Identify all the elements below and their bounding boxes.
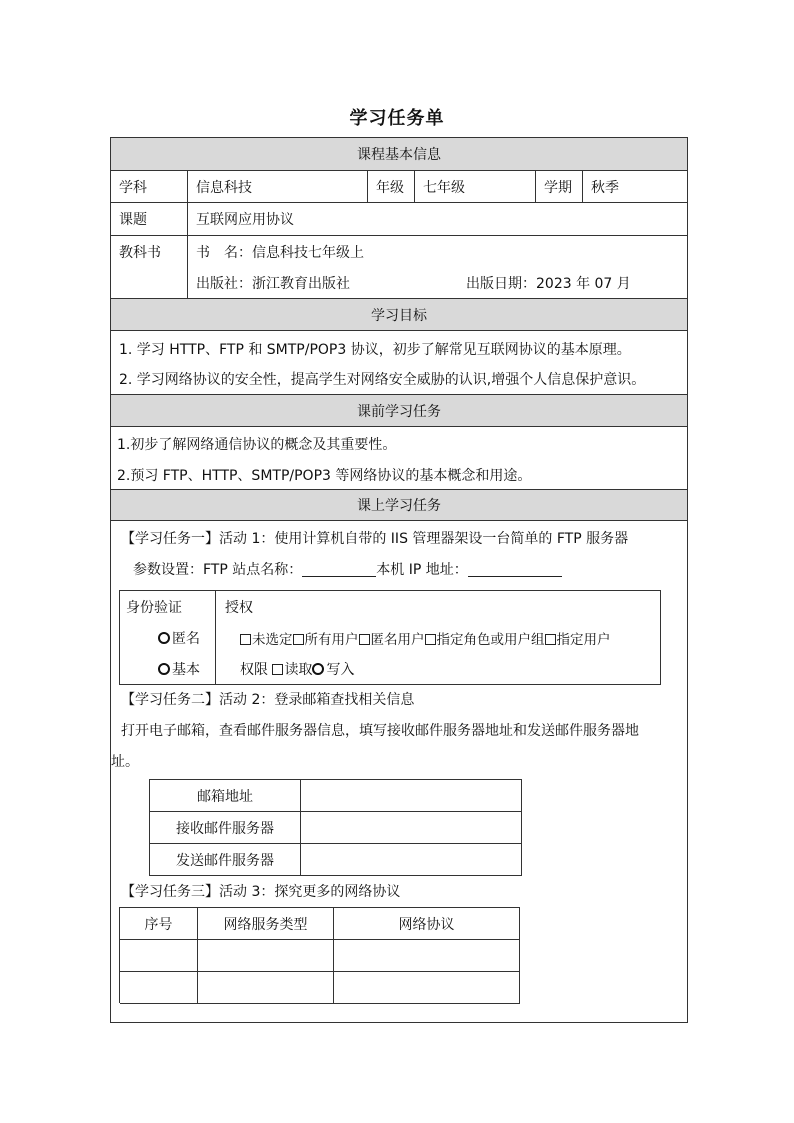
checkbox-icon[interactable] [293, 634, 304, 645]
objective-item: 1. 学习 HTTP、FTP 和 SMTP/POP3 协议，初步了解常见互联网协议的基本原理。 [119, 342, 631, 358]
protocol-table [119, 907, 520, 1003]
radio-selected-icon[interactable] [158, 663, 170, 675]
textbook-label: 教科书 [119, 245, 161, 261]
section-header-in-class [111, 490, 687, 521]
task2-heading: 【学习任务二】活动 2：登录邮箱查找相关信息 [121, 692, 415, 708]
topic-label: 课题 [119, 212, 147, 228]
permission-label: 权限 [240, 662, 268, 678]
auth-basic-label: 基本 [172, 662, 200, 678]
header-cell: 网络协议 [334, 908, 520, 940]
radio-selected-icon[interactable] [158, 632, 170, 644]
term-label: 学期 [535, 171, 582, 202]
mail-row-label: 发送邮件服务器 [150, 844, 301, 876]
publisher: 出版社：浙江教育出版社 [196, 276, 350, 292]
mail-row-input[interactable] [301, 780, 522, 812]
checkbox-icon[interactable] [545, 634, 556, 645]
task3-heading: 【学习任务三】活动 3：探究更多的网络协议 [121, 884, 401, 900]
checkbox-icon[interactable] [425, 634, 436, 645]
ip-address-label: 本机 IP 地址： [376, 562, 468, 578]
mail-row-input[interactable] [301, 844, 522, 876]
table-cell[interactable] [198, 940, 334, 972]
mail-row-label: 邮箱地址 [150, 780, 301, 812]
checkbox-icon[interactable] [359, 634, 370, 645]
textbook-row [111, 236, 687, 299]
textbook-details [187, 236, 687, 298]
mail-row-label: 接收邮件服务器 [150, 812, 301, 844]
pre-task-item: 1.初步了解网络通信协议的概念及其重要性。 [117, 437, 397, 453]
table-cell[interactable] [120, 972, 198, 1004]
permission-read-label: 读取 [284, 662, 313, 678]
auth-anonymous-option[interactable] [158, 628, 200, 648]
objective-item: 2. 学习网络协议的安全性，提高学生对网络安全威胁的认识,增强个人信息保护意识。 [119, 372, 646, 388]
ftp-auth-table [119, 590, 661, 685]
subject-label: 学科 [119, 179, 147, 196]
ftp-site-name-blank[interactable] [302, 562, 376, 577]
auth-anonymous-label: 匿名 [172, 631, 200, 647]
section-header-pre-tasks [111, 395, 687, 427]
authz-option-label: 指定用户 [556, 632, 611, 648]
auth-divider [215, 591, 216, 684]
table-cell[interactable] [334, 940, 520, 972]
authz-label: 授权 [225, 600, 253, 616]
publish-date: 出版日期：2023 年 07 月 [466, 276, 631, 292]
table-cell[interactable] [198, 972, 334, 1004]
section-header-basic-info [111, 138, 687, 171]
objectives-body [111, 331, 687, 395]
section-title: 课上学习任务 [357, 498, 441, 514]
ip-address-blank[interactable] [468, 562, 562, 577]
section-title: 课程基本信息 [357, 147, 441, 163]
table-cell[interactable] [120, 940, 198, 972]
task2-description: 打开电子邮箱，查看邮件服务器信息，填写接收邮件服务器地址和发送邮件服务器地 [121, 723, 639, 739]
topic-row [111, 203, 687, 236]
table-cell[interactable] [334, 972, 520, 1004]
authz-options [240, 628, 611, 648]
header-cell: 序号 [120, 908, 198, 940]
task1-heading: 【学习任务一】活动 1：使用计算机自带的 IIS 管理器架设一台简单的 FTP 服务器 [121, 531, 629, 547]
book-name: 书 名：信息科技七年级上 [196, 245, 364, 261]
authz-option-label: 匿名用户 [370, 632, 425, 648]
grade-value: 七年级 [414, 171, 535, 202]
page-title: 学习任务单 [349, 108, 445, 129]
auth-basic-option[interactable] [158, 659, 200, 679]
checkbox-icon[interactable] [240, 634, 251, 645]
section-title: 课前学习任务 [357, 403, 441, 420]
task1-params [133, 559, 562, 579]
section-header-objectives [111, 299, 687, 331]
mail-row-input[interactable] [301, 812, 522, 844]
radio-selected-icon[interactable] [312, 663, 324, 675]
header-cell: 网络服务类型 [198, 908, 334, 940]
task-sheet-table [110, 137, 688, 1023]
auth-label: 身份验证 [126, 600, 182, 616]
permission-write-label: 写入 [326, 662, 355, 678]
in-class-body [111, 521, 687, 1022]
pre-task-item: 2.预习 FTP、HTTP、SMTP/POP3 等网络协议的基本概念和用途。 [117, 468, 532, 484]
task2-description-cont: 址。 [111, 754, 139, 770]
authz-option-label: 未选定 [252, 632, 293, 648]
authz-option-label: 指定角色或用户组 [436, 632, 545, 648]
checkbox-icon[interactable] [272, 664, 283, 675]
permission-options [240, 659, 354, 679]
pre-tasks-body [111, 427, 687, 490]
subject-row [111, 171, 687, 203]
subject-value: 信息科技 [187, 171, 367, 202]
grade-label: 年级 [367, 171, 414, 202]
term-value: 秋季 [582, 171, 687, 202]
mail-server-table [149, 779, 522, 876]
section-title: 学习目标 [371, 307, 427, 324]
topic-value: 互联网应用协议 [187, 203, 687, 235]
authz-option-label: 所有用户 [304, 632, 359, 648]
ftp-site-name-label: 参数设置：FTP 站点名称： [133, 562, 303, 578]
